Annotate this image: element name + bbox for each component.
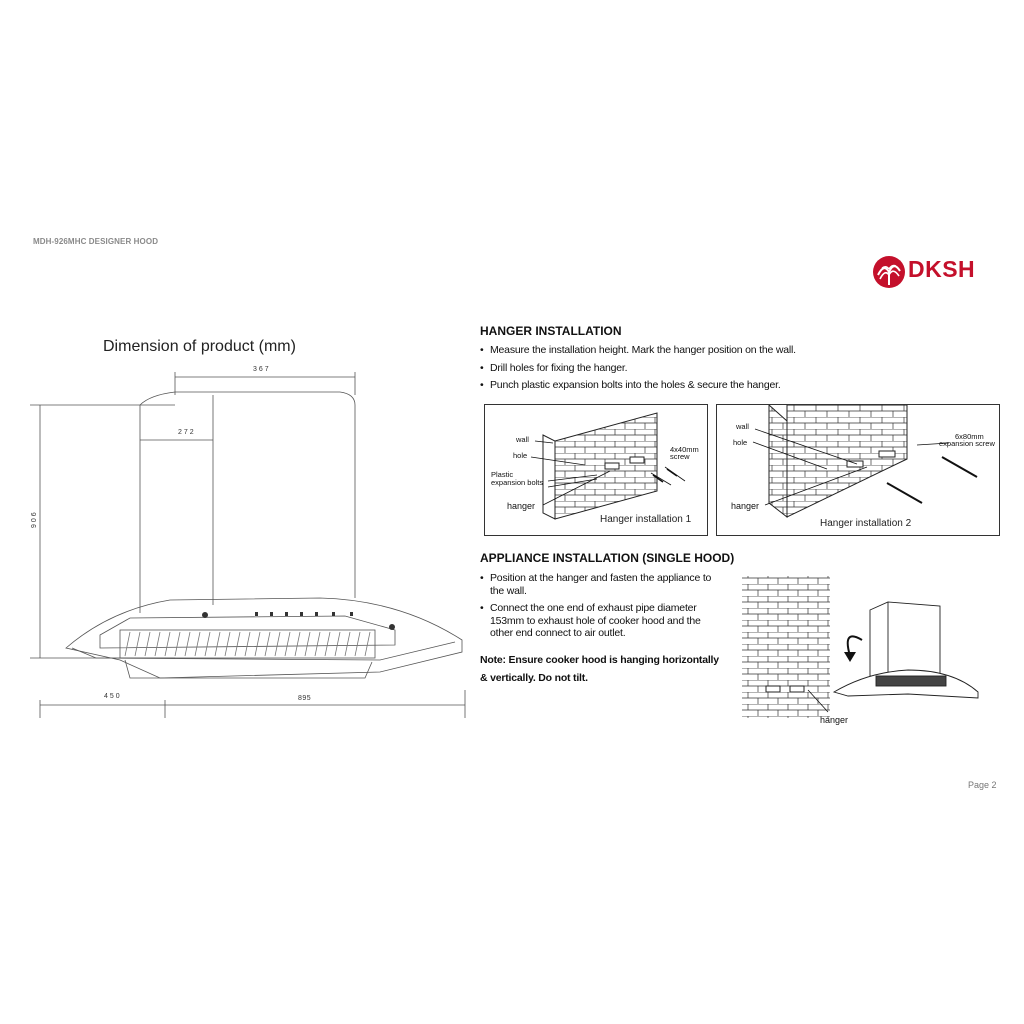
panel1-expansion-bolts-label: expansion bolts (491, 478, 544, 487)
palm-logo-icon (872, 255, 906, 289)
dim-bottom-depth: 450 (104, 693, 122, 700)
hanger-step: • Measure the installation height. Mark the hanger position on the wall. (480, 344, 840, 357)
hanger-panel-1 (484, 404, 708, 536)
appliance-step: • Position at the hanger and fasten the appliance to the wall. (480, 572, 718, 597)
appliance-hanger-label: hanger (820, 715, 849, 725)
appliance-step: • Connect the one end of exhaust pipe diameter 153mm to exhaust hole of cooker hood and the other end connect to air outlet. (480, 602, 718, 640)
document-title: MDH-926MHC DESIGNER HOOD (33, 237, 159, 246)
panel2-hole-label: hole (733, 438, 748, 447)
panel2-hanger-label: hanger (731, 501, 760, 511)
hanger-step: • Drill holes for fixing the hanger. (480, 362, 840, 375)
appliance-illustration (738, 572, 998, 732)
dim-height: 906 (31, 510, 38, 528)
note-line-1: Note: Ensure cooker hood is hanging horizontally (480, 654, 719, 666)
hanger-panel-2 (716, 404, 1000, 536)
panel1-plastic-label: Plastic (491, 470, 514, 479)
appliance-section-title: APPLIANCE INSTALLATION (SINGLE HOOD) (480, 551, 735, 565)
panel1-screw-label: screw (670, 452, 690, 461)
dimension-drawing (0, 360, 480, 720)
page-number: Page 2 (968, 780, 997, 790)
panel1-wall-label: wall (516, 435, 529, 444)
hanger-steps (480, 344, 840, 392)
installation-note (480, 653, 740, 685)
dim-top-width: 367 (253, 366, 271, 373)
hanger-step: • Punch plastic expansion bolts into the holes & secure the hanger. (480, 379, 840, 392)
panel2-caption: Hanger installation 2 (820, 518, 912, 529)
hanger-section-title: HANGER INSTALLATION (480, 324, 622, 338)
brand-name: DKSH (908, 256, 976, 282)
dim-inner-depth: 272 (178, 429, 196, 436)
dim-width: 895 (298, 695, 312, 702)
panel1-screw-size-label: 4x40mm (670, 445, 699, 454)
panel1-caption: Hanger installation 1 (600, 514, 692, 525)
panel1-hanger-label: hanger (507, 501, 536, 511)
dimension-title: Dimension of product (mm) (103, 338, 296, 355)
panel1-hole-label: hole (513, 451, 528, 460)
panel2-screw-label: expansion screw (939, 439, 995, 448)
panel2-screw-size-label: 6x80mm (955, 432, 984, 441)
appliance-steps (480, 572, 718, 640)
brand-logo (872, 253, 1002, 293)
panel2-wall-label: wall (736, 422, 749, 431)
note-line-2: & vertically. Do not tilt. (480, 672, 588, 684)
